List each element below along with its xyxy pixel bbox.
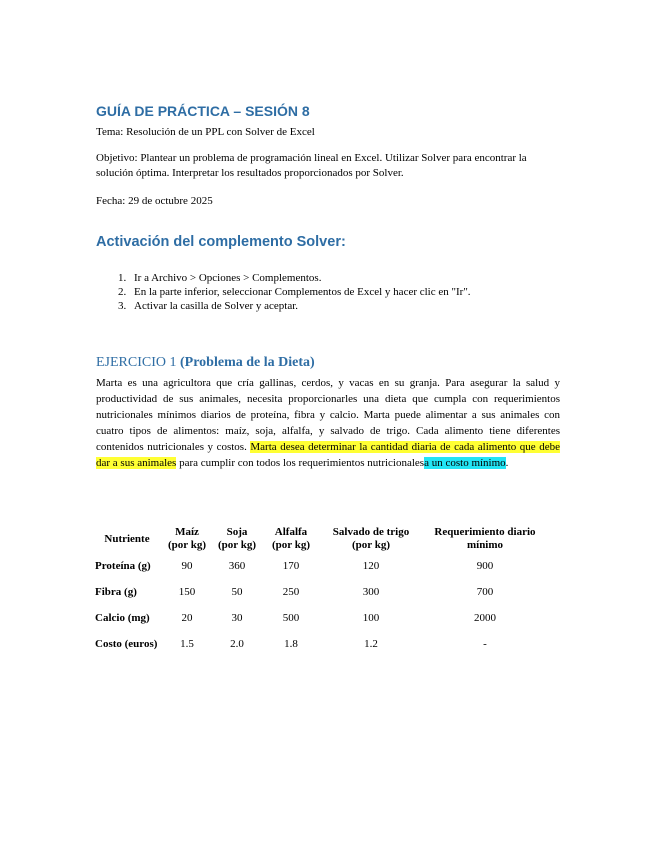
objetivo-paragraph xyxy=(96,151,536,181)
activation-steps-list xyxy=(118,271,471,313)
table-cell: 90 xyxy=(181,559,193,572)
exercise-heading-main: EJERCICIO 1 xyxy=(96,355,177,370)
exercise-heading-sub: (Problema de la Dieta) xyxy=(180,355,315,370)
table-cell: 700 xyxy=(476,585,494,598)
exercise-text-middle: para cumplir con todos los requerimientos nutricionales xyxy=(179,457,425,469)
col-header: Maíz (por kg) xyxy=(168,526,206,551)
col-header: Alfalfa (por kg) xyxy=(272,526,310,551)
list-item: 2. En la parte inferior, seleccionar Complementos de Excel y hacer clic en "Ir". xyxy=(118,286,471,298)
table-cell: 300 xyxy=(362,585,380,598)
col-header: Soja (por kg) xyxy=(218,526,256,551)
table-cell: 900 xyxy=(476,559,494,572)
table-row xyxy=(92,553,548,579)
nutrition-table xyxy=(92,525,548,657)
objetivo-text: Plantear un problema de programación lineal en Excel. Utilizar Solver para encontrar la solución óptima. Interpretar los resultados proporcionados por Solver. xyxy=(96,152,527,179)
table-cell: 20 xyxy=(181,611,193,624)
table-cell: 250 xyxy=(282,585,300,598)
fecha-text: 29 de octubre 2025 xyxy=(128,195,213,207)
table-cell: 2.0 xyxy=(230,637,244,650)
table-cell: 150 xyxy=(178,585,196,598)
exercise-text-end: . xyxy=(505,457,509,469)
col-header: Salvado de trigo (por kg) xyxy=(332,526,410,551)
table-cell: 30 xyxy=(231,611,243,624)
table-row xyxy=(92,579,548,605)
table-cell: 500 xyxy=(282,611,300,624)
tema-line xyxy=(96,125,315,140)
fecha-line xyxy=(96,194,213,209)
col-header: Nutriente xyxy=(104,532,150,545)
table-cell: 1.8 xyxy=(284,637,298,650)
tema-text: Resolución de un PPL con Solver de Excel xyxy=(126,126,315,138)
table-cell: 2000 xyxy=(474,611,496,624)
highlight-yellow-text: Marta desea determinar la cantidad diaria de cada alimento que debe dar a sus animales xyxy=(96,441,560,469)
exercise-heading xyxy=(96,355,315,371)
table-cell: - xyxy=(483,637,487,650)
table-cell: 1.5 xyxy=(180,637,194,650)
table-cell: 170 xyxy=(282,559,300,572)
activation-heading: Activación del complemento Solver: xyxy=(96,234,346,250)
exercise-paragraph xyxy=(96,375,560,471)
row-label: Costo (euros) xyxy=(95,637,158,650)
row-label: Proteína (g) xyxy=(95,559,151,572)
table-row xyxy=(92,605,548,631)
row-label: Fibra (g) xyxy=(95,585,137,598)
table-cell: 360 xyxy=(228,559,246,572)
table-cell: 50 xyxy=(231,585,243,598)
highlight-cyan-text: a un costo mínimo xyxy=(424,457,506,469)
page-title: GUÍA DE PRÁCTICA – SESIÓN 8 xyxy=(96,103,310,119)
col-header: Requerimiento diario mínimo xyxy=(434,526,536,551)
exercise-text: Marta es una agricultora que cría gallinas, cerdos, y vacas en su granja. Para asegurar la salud y productividad de sus animales, necesita proporcionarles una dieta que cumpla con requerimientos nutricionales mínimos diarios de proteína, fibra y calcio. Marta puede alimentar a sus animales con cuatro tipos de alimentos: maíz, soja, alfalfa, y salvado de trigo. Cada alimento tiene diferentes contenidos nutricionales y costos. xyxy=(96,377,560,453)
table-cell: 1.2 xyxy=(364,637,378,650)
objetivo-label: Objetivo: xyxy=(96,152,138,164)
table-cell: 120 xyxy=(362,559,380,572)
list-item: 3. Activar la casilla de Solver y aceptar. xyxy=(118,300,299,312)
list-item: 1. Ir a Archivo > Opciones > Complementos. xyxy=(118,272,322,284)
tema-label: Tema: xyxy=(96,126,124,138)
row-label: Calcio (mg) xyxy=(95,611,150,624)
table-row xyxy=(92,631,548,657)
fecha-label: Fecha: xyxy=(96,195,126,207)
table-header-row xyxy=(92,525,548,553)
table-cell: 100 xyxy=(362,611,380,624)
